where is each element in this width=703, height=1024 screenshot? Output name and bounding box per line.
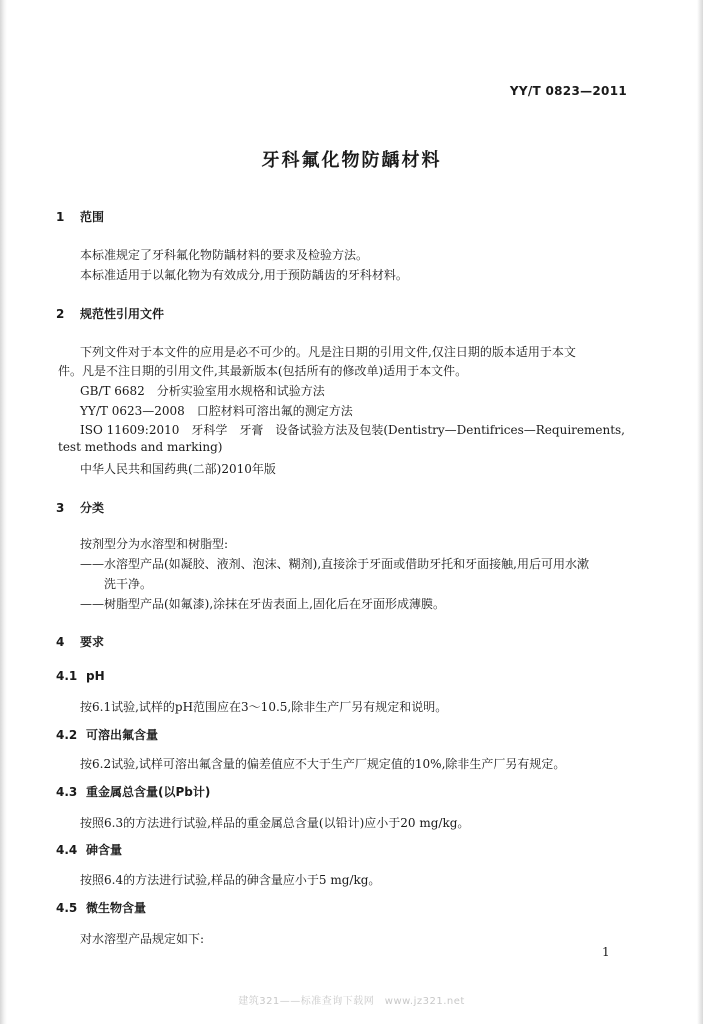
- subsection-title: 砷含量: [86, 843, 123, 857]
- subsection-number: 4.3: [56, 785, 78, 799]
- reference-item: ISO 11609:2010 牙科学 牙膏 设备试验方法及包装(Dentistry—Dentifrices—Requirements,: [80, 423, 625, 437]
- section-4-heading: [56, 633, 104, 650]
- standard-code: YY/T 0823—2011: [509, 84, 627, 98]
- subsection-number: 4.1: [56, 669, 78, 683]
- subsection-4-5-heading: [56, 899, 146, 916]
- subsection-number: 4.2: [56, 728, 78, 742]
- section-1-heading: [56, 208, 104, 225]
- section-title: 规范性引用文件: [80, 307, 165, 321]
- reference-item: 中华人民共和国药典(二部)2010年版: [80, 462, 276, 476]
- list-item: ——树脂型产品(如氟漆),涂抹在牙齿表面上,固化后在牙面形成薄膜。: [80, 597, 445, 611]
- watermark: 建筑321——标准查询下载网 www.jz321.net: [238, 996, 465, 1007]
- paragraph: 按6.1试验,试样的pH范围应在3～10.5,除非生产厂另有规定和说明。: [80, 700, 448, 714]
- reference-item: GB/T 6682 分析实验室用水规格和试验方法: [80, 384, 325, 398]
- page-number: 1: [602, 945, 610, 959]
- page-title: 牙科氟化物防龋材料: [261, 150, 442, 171]
- subsection-4-2-heading: [56, 726, 158, 743]
- section-title: 要求: [80, 635, 105, 649]
- paragraph: 本标准规定了牙科氟化物防龋材料的要求及检验方法。: [80, 248, 369, 262]
- subsection-title: pH: [86, 669, 105, 683]
- subsection-4-4-heading: [56, 841, 122, 858]
- paragraph: 本标准适用于以氟化物为有效成分,用于预防龋齿的牙科材料。: [80, 268, 408, 282]
- paragraph: 按6.2试验,试样可溶出氟含量的偏差值应不大于生产厂规定值的10%,除非生产厂另有规定。: [80, 757, 566, 771]
- subsection-4-3-heading: [56, 783, 210, 800]
- section-title: 范围: [80, 210, 105, 224]
- reference-item: YY/T 0623—2008 口腔材料可溶出氟的测定方法: [80, 404, 353, 418]
- paragraph: 按照6.3的方法进行试验,样品的重金属总含量(以铅计)应小于20 mg/kg。: [80, 816, 470, 830]
- list-item-continuation: 洗干净。: [104, 577, 153, 591]
- reference-item-continuation: test methods and marking): [58, 440, 223, 454]
- subsection-number: 4.5: [56, 901, 78, 915]
- section-3-heading: [56, 499, 104, 516]
- section-number: 3: [56, 501, 65, 515]
- paragraph: 按照6.4的方法进行试验,样品的砷含量应小于5 mg/kg。: [80, 873, 381, 887]
- section-title: 分类: [80, 501, 105, 515]
- paragraph: 对水溶型产品规定如下:: [80, 932, 205, 946]
- subsection-title: 微生物含量: [86, 901, 147, 915]
- section-number: 2: [56, 307, 65, 321]
- paragraph-continuation: 件。凡是不注日期的引用文件,其最新版本(包括所有的修改单)适用于本文件。: [58, 364, 468, 378]
- subsection-number: 4.4: [56, 843, 78, 857]
- subsection-title: 可溶出氟含量: [86, 728, 159, 742]
- section-number: 4: [56, 635, 65, 649]
- paragraph: 按剂型分为水溶型和树脂型:: [80, 537, 229, 551]
- subsection-4-1-heading: [56, 669, 105, 683]
- section-2-heading: [56, 305, 164, 322]
- paragraph: 下列文件对于本文件的应用是必不可少的。凡是注日期的引用文件,仅注日期的版本适用于本文: [80, 345, 576, 359]
- subsection-title: 重金属总含量(以Pb计): [86, 785, 211, 799]
- list-item: ——水溶型产品(如凝胶、液剂、泡沫、糊剂),直接涂于牙面或借助牙托和牙面接触,用后可用水漱: [80, 557, 589, 571]
- section-number: 1: [56, 210, 65, 224]
